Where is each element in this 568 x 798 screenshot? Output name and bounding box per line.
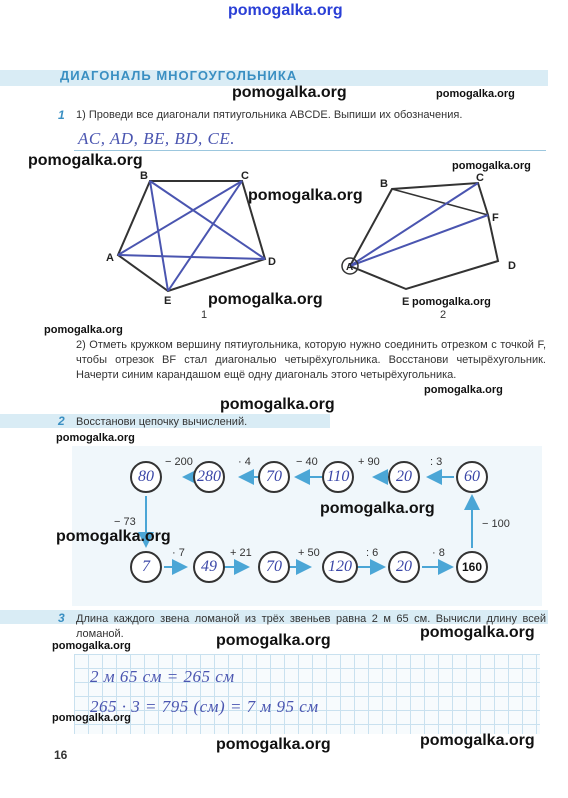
chain-bottom-op-2: + 50 — [298, 547, 320, 559]
chain-top-3: 110 — [322, 461, 354, 493]
fig1-caption: 1 — [201, 309, 208, 321]
watermark-4: pomogalka.org — [452, 160, 531, 172]
task1-part2-text: 2) Отметь кружком вершину пятиугольника, которую нужно соединить отрезком с точкой F, чтобы отрезок BF стал диагональю четырёхугольника. Восстанови четырёхугольник. Начерти синим карандашом ещё одну диагональ этого четырёхугольника. — [76, 339, 546, 381]
chain-top-op-0: − 200 — [165, 456, 193, 468]
watermark-18: pomogalka.org — [216, 736, 331, 753]
task3-line2: 265 · 3 = 795 (см) = 7 м 95 см — [90, 697, 319, 716]
watermark-3: pomogalka.org — [28, 152, 143, 169]
watermark-8: pomogalka.org — [44, 324, 123, 336]
chain-top-2: 70 — [258, 461, 290, 493]
task3-line1: 2 м 65 см = 265 см — [90, 667, 235, 686]
chain-top-5: 60 — [456, 461, 488, 493]
fig2-label-a: A — [346, 262, 354, 273]
watermark-13: pomogalka.org — [56, 528, 171, 545]
watermark-10: pomogalka.org — [424, 384, 503, 396]
section-title: ДИАГОНАЛЬ МНОГОУГОЛЬНИКА — [60, 68, 298, 83]
fig1-label-c: C — [241, 170, 249, 182]
chain-bottom-0: 7 — [130, 551, 162, 583]
chain-top-4: 20 — [388, 461, 420, 493]
watermark-16: pomogalka.org — [52, 640, 131, 652]
chain-bottom-op-4: · 8 — [432, 547, 445, 559]
task2-number: 2 — [58, 414, 65, 428]
watermark-6: pomogalka.org — [208, 291, 323, 308]
answer-line — [74, 150, 546, 151]
chain-top-1: 280 — [193, 461, 225, 493]
watermark-7: pomogalka.org — [412, 296, 491, 308]
watermark-11: pomogalka.org — [56, 432, 135, 444]
task1-answer: AC, AD, BE, BD, CE. — [78, 129, 235, 148]
watermark-19: pomogalka.org — [420, 732, 535, 749]
task1-part1-text: 1) Проведи все диагонали пятиугольника ABCDE. Выпиши их обозначения. — [76, 109, 463, 121]
fig1-label-d: D — [268, 256, 276, 268]
fig1-label-e: E — [164, 295, 172, 307]
fig1-label-a: A — [106, 252, 114, 264]
task3-text: Длина каждого звена ломаной из трёх звеньев равна 2 м 65 см. Вычисли длину всей ломаной. — [76, 613, 546, 640]
watermark-12: pomogalka.org — [320, 500, 435, 517]
watermark-top: pomogalka.org — [228, 2, 343, 19]
answer-grid — [74, 654, 540, 734]
fig2-label-f: F — [492, 212, 499, 224]
chain-right-op: − 100 — [482, 518, 510, 530]
watermark-2: pomogalka.org — [436, 88, 515, 100]
chain-bottom-1: 49 — [193, 551, 225, 583]
chain-bottom-op-3: : 6 — [366, 547, 379, 559]
watermark-15: pomogalka.org — [420, 624, 535, 641]
chain-bottom-op-1: + 21 — [230, 547, 252, 559]
watermark-1: pomogalka.org — [232, 84, 347, 101]
chain-bottom-3: 120 — [322, 551, 358, 583]
watermark-17: pomogalka.org — [52, 712, 131, 724]
task1-number: 1 — [58, 108, 65, 122]
chain-top-op-3: + 90 — [358, 456, 380, 468]
fig2-label-d: D — [508, 260, 516, 272]
task3-number: 3 — [58, 611, 65, 625]
page-number: 16 — [54, 748, 68, 762]
chain-top-op-2: − 40 — [296, 456, 318, 468]
fig2-caption: 2 — [440, 309, 447, 321]
watermark-14: pomogalka.org — [216, 632, 331, 649]
fig1-label-b: B — [140, 170, 148, 182]
task2-text: Восстанови цепочку вычислений. — [76, 416, 248, 428]
chain-left-op: − 73 — [114, 516, 136, 528]
fig2-label-c: C — [476, 172, 484, 184]
chain-bottom-5: 160 — [456, 551, 488, 583]
fig2-label-b: B — [380, 178, 388, 190]
fig2-label-e: E — [402, 296, 410, 308]
chain-top-0: 80 — [130, 461, 162, 493]
chain-bottom-4: 20 — [388, 551, 420, 583]
watermark-5: pomogalka.org — [248, 187, 363, 204]
chain-top-op-1: · 4 — [238, 456, 251, 468]
chain-bottom-op-0: · 7 — [172, 547, 185, 559]
chain-top-op-4: : 3 — [430, 456, 443, 468]
chain-bottom-2: 70 — [258, 551, 290, 583]
watermark-9: pomogalka.org — [220, 396, 335, 413]
